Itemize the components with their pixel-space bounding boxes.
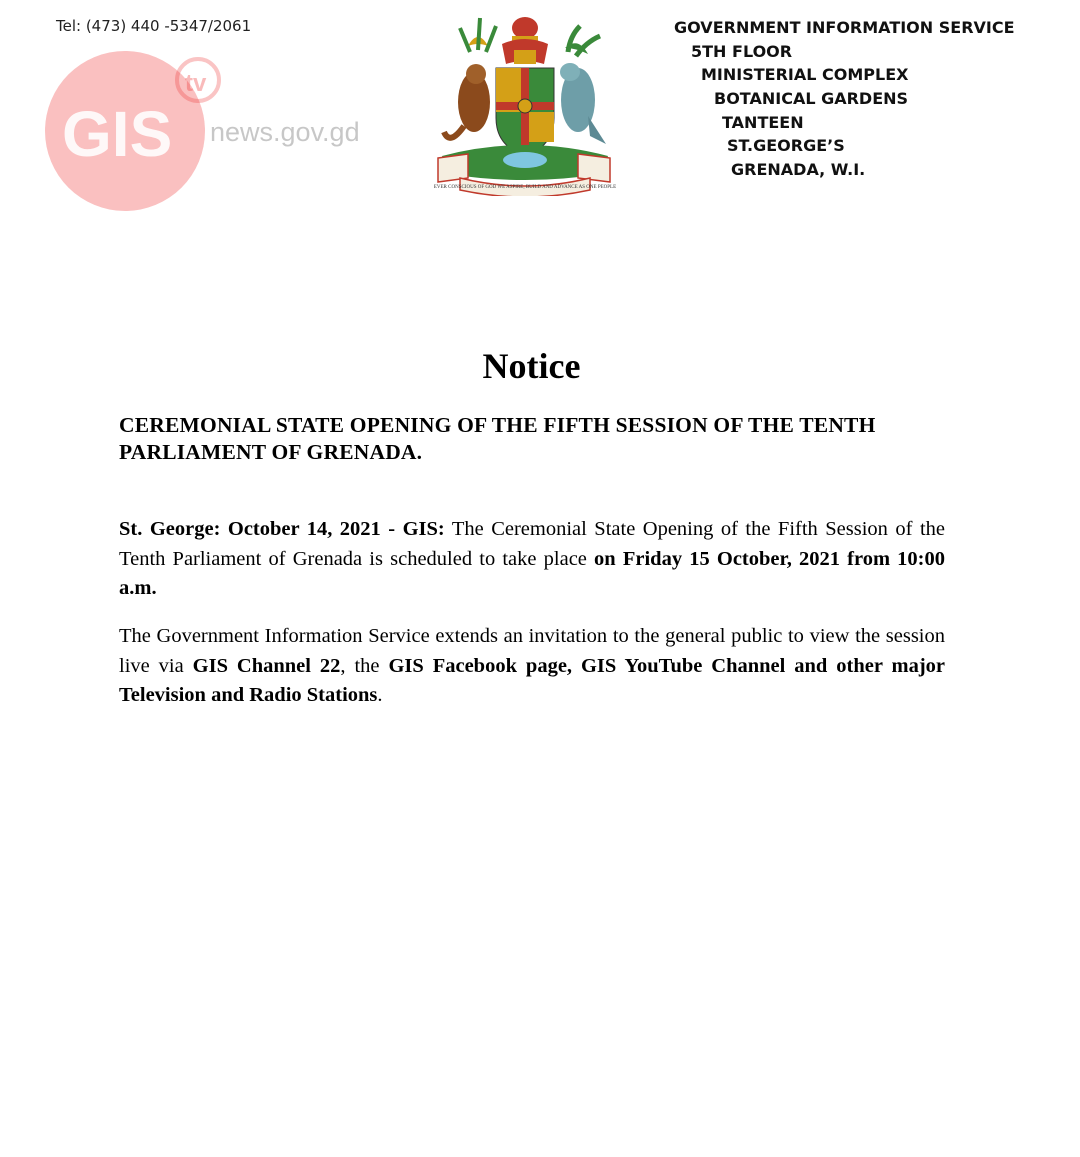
notice-title: Notice (482, 346, 581, 386)
logo-badge-text: tv (185, 70, 207, 97)
paragraph-text: The Ceremonial State Opening of the Fifth Session of the Tenth Parliament of Grenada is scheduled to take place (119, 518, 945, 570)
notice-paragraph-2 (119, 622, 945, 711)
address-line: TANTEEN (722, 113, 804, 132)
notice-paragraph-1 (119, 515, 945, 604)
logo-main-text: GIS (62, 98, 173, 170)
address-line: GRENADA, W.I. (731, 160, 866, 179)
telephone-number: Tel: (473) 440 -5347/2061 (56, 17, 252, 35)
paragraph-text: , the (340, 654, 389, 677)
address-line: 5TH FLOOR (691, 42, 793, 61)
channel-name: GIS Channel 22 (192, 654, 341, 677)
broadcast-outlets: GIS Facebook page, GIS YouTube Channel and other major Television and Radio Stations (119, 654, 945, 706)
paragraph-text: . (377, 684, 383, 706)
address-line: ST.GEORGE’S (727, 136, 845, 155)
crest-motto-text: EVER CONSCIOUS OF GOD WE ASPIRE, BUILD AND ADVANCE AS ONE PEOPLE (433, 185, 616, 190)
address-line: BOTANICAL GARDENS (714, 89, 909, 108)
address-line: GOVERNMENT INFORMATION SERVICE (674, 18, 1015, 37)
address-line: MINISTERIAL COMPLEX (701, 65, 909, 84)
office-address (0, 18, 1080, 188)
notice-heading: CEREMONIAL STATE OPENING OF THE FIFTH SESSION OF THE TENTH PARLIAMENT OF GRENADA. (119, 413, 876, 464)
logo-site-text: news.gov.gd (210, 117, 360, 147)
event-time: on Friday 15 October, 2021 from 10:00 a.m. (119, 547, 946, 599)
paragraph-text: The Government Information Service extends an invitation to the general public to view the session live via (119, 625, 945, 677)
dateline: St. George: October 14, 2021 - GIS: (119, 518, 445, 540)
